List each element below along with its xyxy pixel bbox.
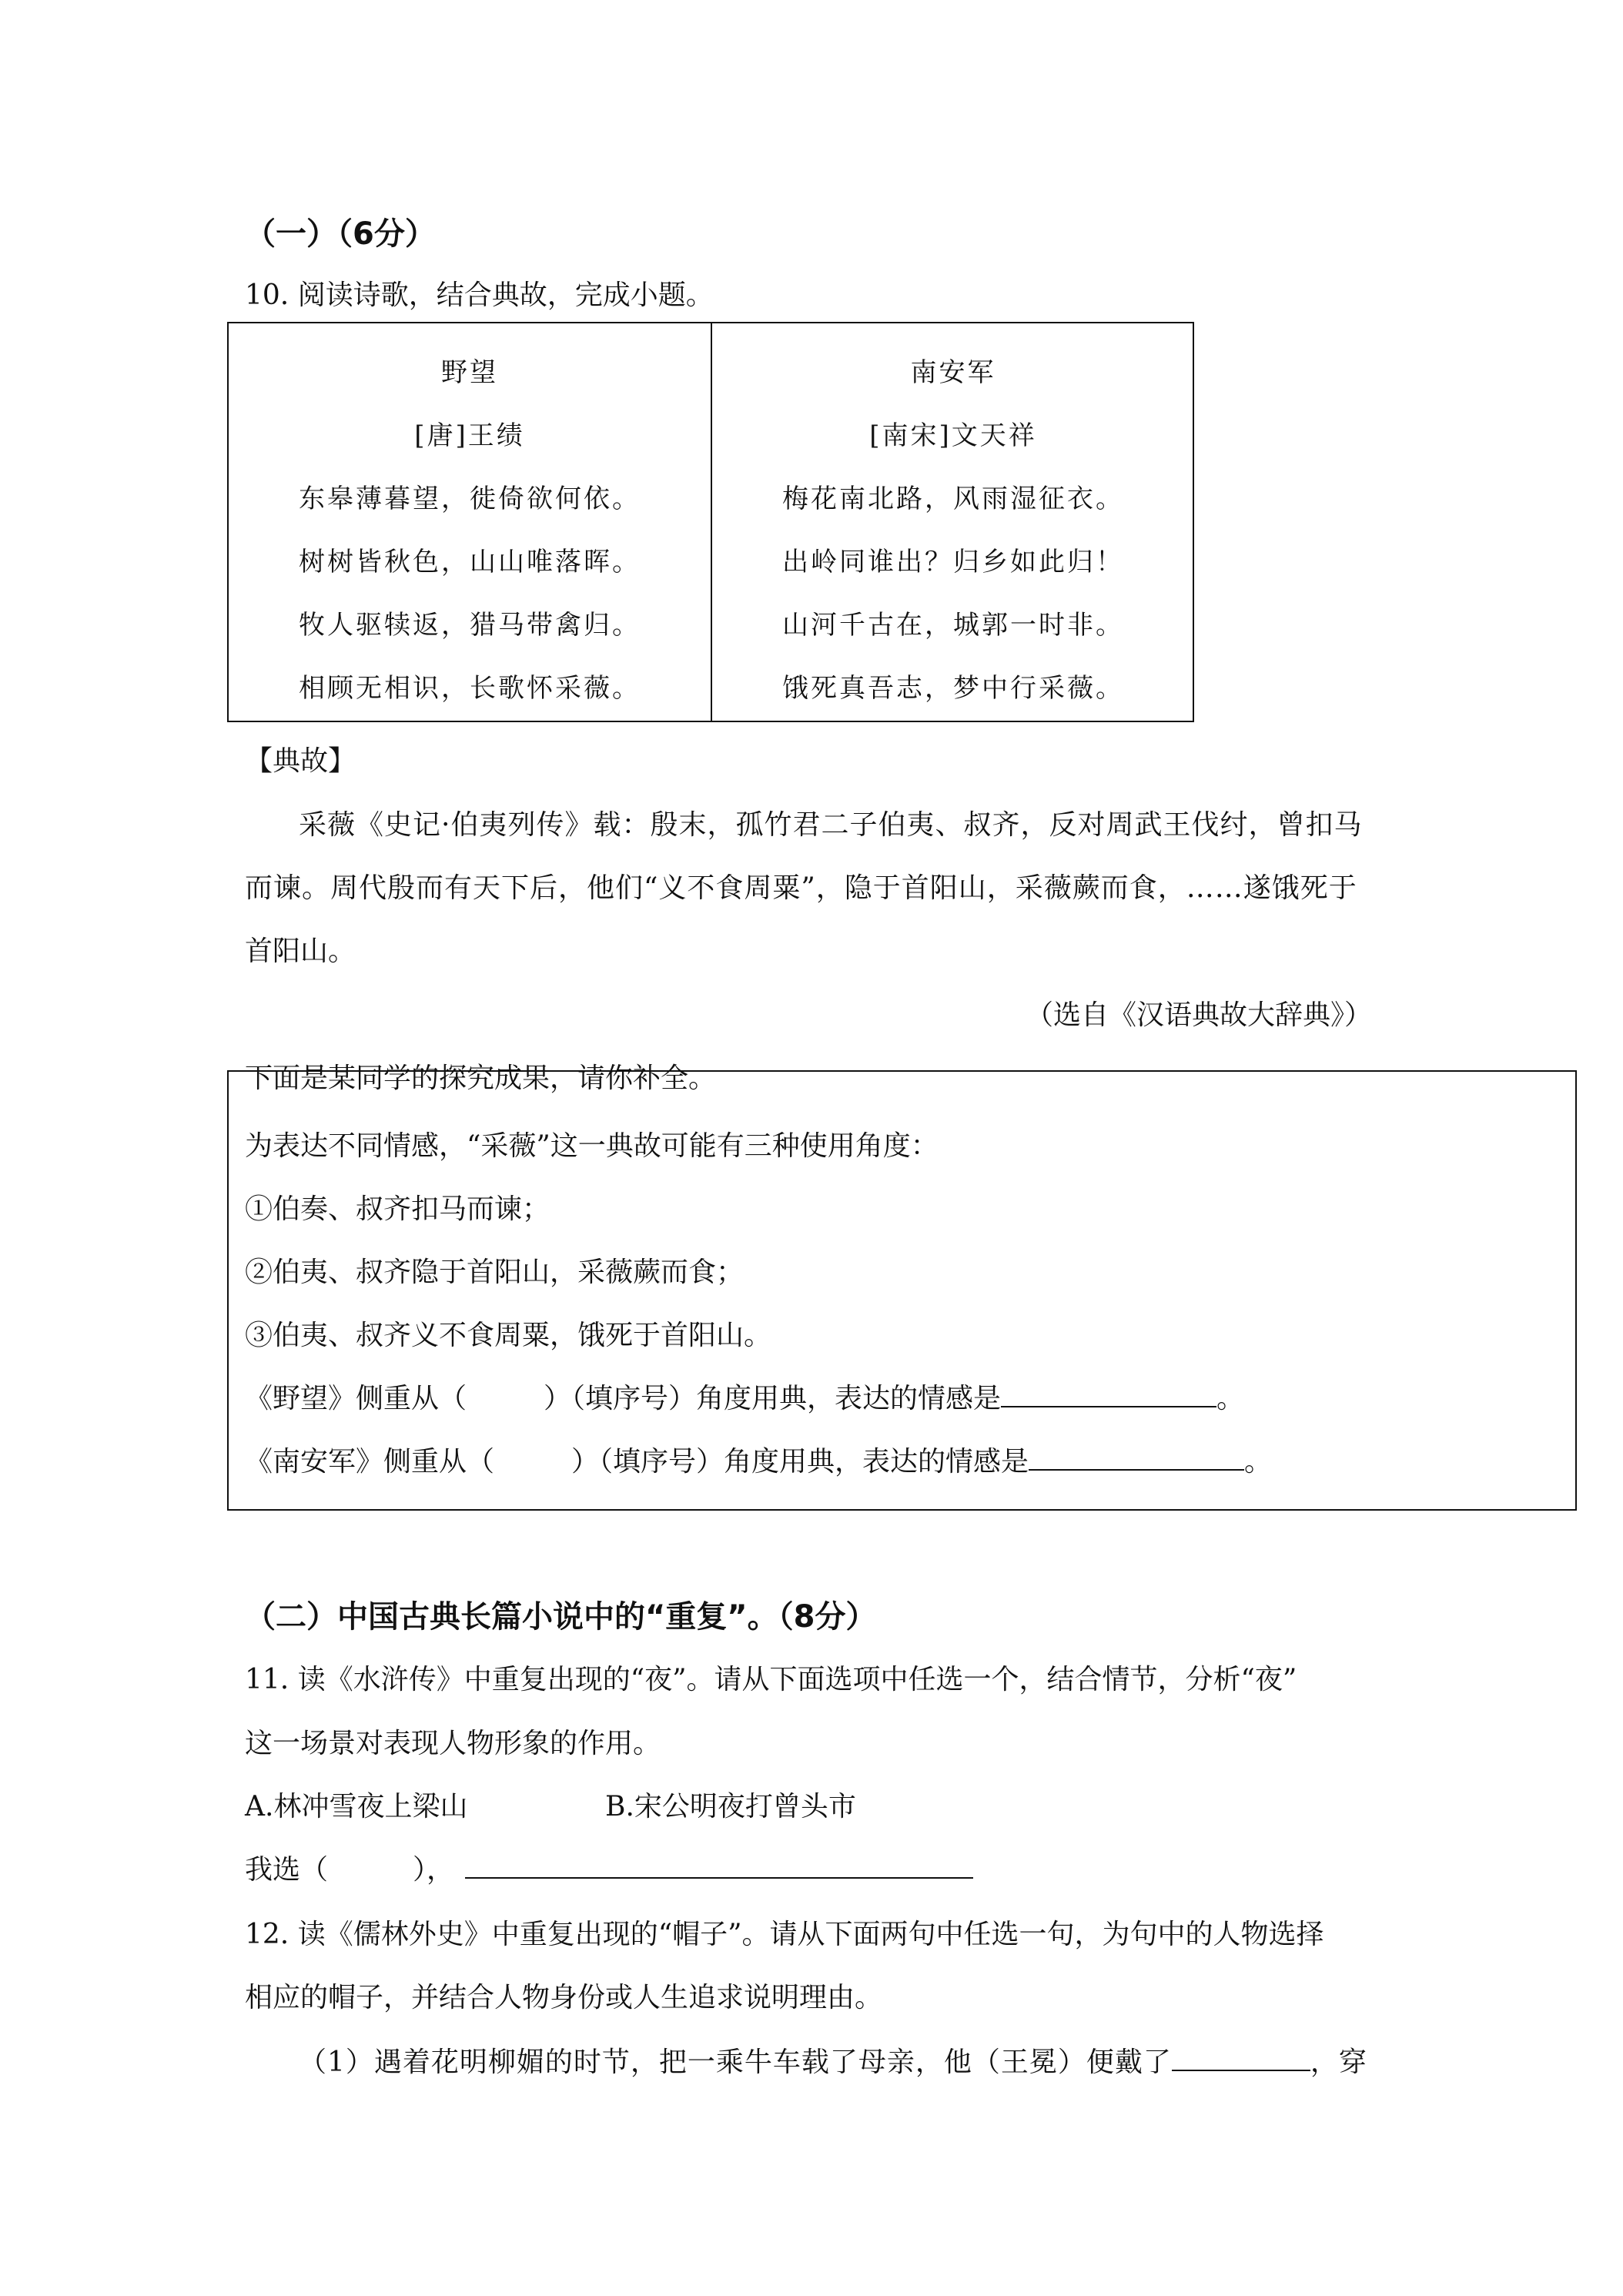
fill1-emotion-blank[interactable] [1001,1383,1216,1407]
box-item-2: ②伯夷、叔齐隐于首阳山，采薇蕨而食； [245,1257,745,1288]
poem-left-author: [唐]王绩 [414,420,525,451]
poem-right-line-4: 饿死真吾志，梦中行采薇。 [782,673,1124,704]
section-title-2: （二）中国古典长篇小说中的“重复”。（8分） [245,1599,877,1635]
question-11-line-1: 11. 读《水浒传》中重复出现的“夜”。请从下面选项中任选一个，结合情节，分析“夜” [245,1664,1297,1695]
fill1-prefix: 《野望》侧重从（ [245,1383,467,1414]
allusion-source: （选自《汉语典故大辞典》） [1026,999,1373,1031]
poem-left-line-1: 东皋薄暮望，徙倚欲何依。 [299,484,641,514]
hat-blank[interactable] [1172,2047,1310,2071]
question-12-sub-1 [299,2040,1367,2080]
fill1-end: 。 [1216,1383,1245,1414]
poem-right-title: 南安军 [910,357,996,388]
fill-line-2 [245,1440,1272,1479]
choice-prefix: 我选（ [245,1854,329,1886]
sub1-end: ，穿 [1310,2047,1367,2078]
fill2-emotion-blank[interactable] [1029,1446,1244,1471]
question-11-line-2: 这一场景对表现人物形象的作用。 [245,1728,661,1759]
poem-left [229,323,711,721]
question-12-line-2: 相应的帽子，并结合人物身份或人生追求说明理由。 [245,1982,883,2013]
section-title-1: （一）（6分） [245,216,436,252]
poem-right-line-3: 山河千古在，城郭一时非。 [782,610,1124,641]
option-b: B.宋公明夜打曾头市 [605,1791,856,1822]
option-a: A.林冲雪夜上梁山 [245,1791,468,1822]
box-item-1: ①伯奏、叔齐扣马而谏； [245,1193,550,1225]
poem-left-line-4: 相顾无相识，长歌怀采薇。 [299,673,641,704]
choice-line [245,1848,973,1887]
fill1-middle: ）（填序号）角度用典，表达的情感是 [544,1383,1002,1414]
allusion-line-2: 而谏。周代殷而有天下后，他们“义不食周粟”，隐于首阳山，采薇蕨而食，……遂饿死于 [245,872,1357,904]
allusion-line-3: 首阳山。 [245,935,356,967]
box-intro: 为表达不同情感，“采薇”这一典故可能有三种使用角度： [245,1130,939,1162]
poem-left-line-2: 树树皆秋色，山山唯落晖。 [299,547,641,577]
answer-blank[interactable] [465,1854,973,1879]
poem-right [712,323,1194,721]
question-10-prompt: 10. 阅读诗歌，结合典故，完成小题。 [245,279,714,311]
poem-table [227,322,1194,722]
poem-right-author: [南宋]文天祥 [869,420,1037,451]
allusion-label: 【典故】 [245,745,356,777]
fill-line-1 [245,1377,1244,1416]
poem-left-line-3: 牧人驱犊返，猎马带禽归。 [299,610,641,641]
poem-left-title: 野望 [441,357,498,388]
fill2-prefix: 《南安军》侧重从（ [245,1446,495,1478]
instruction-text: 下面是某同学的探究成果，请你补全。 [245,1063,717,1094]
fill2-end: 。 [1244,1446,1273,1478]
allusion-line-1: 采薇《史记·伯夷列传》载：殷末，孤竹君二子伯夷、叔齐，反对周武王伐纣，曾扣马 [299,809,1363,841]
question-12-line-1: 12. 读《儒林外史》中重复出现的“帽子”。请从下面两句中任选一句，为句中的人物选择 [245,1919,1324,1950]
sub1-text: （1）遇着花明柳媚的时节，把一乘牛车载了母亲，他（王冕）便戴了 [299,2047,1172,2078]
box-item-3: ③伯夷、叔齐义不食周粟，饿死于首阳山。 [245,1320,772,1351]
fill2-middle: ）（填序号）角度用典，表达的情感是 [571,1446,1029,1478]
choice-suffix: ）， [413,1854,455,1886]
poem-right-line-2: 出岭同谁出？归乡如此归！ [782,547,1124,577]
poem-right-line-1: 梅花南北路，风雨湿征衣。 [782,484,1124,514]
